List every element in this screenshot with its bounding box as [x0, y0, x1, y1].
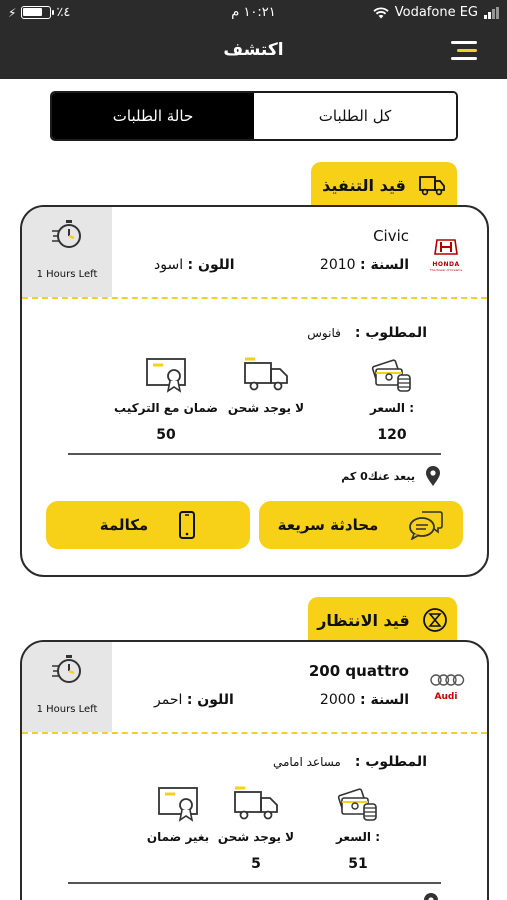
car-year: السنة : 2000: [319, 692, 409, 708]
truck-icon: [418, 173, 446, 197]
status-right: [373, 5, 499, 20]
menu-icon[interactable]: [451, 40, 477, 62]
status-bar: [0, 5, 507, 25]
certificate-icon: [141, 355, 191, 395]
carrier-name: Vodafone EG: [394, 5, 478, 20]
stopwatch-icon: [50, 652, 84, 686]
location-pin-icon: [423, 892, 439, 900]
wifi-icon: [373, 7, 389, 19]
status-tag-waiting: [308, 597, 457, 643]
distance-info: [341, 465, 441, 487]
order-card[interactable]: [20, 640, 489, 900]
divider: [68, 453, 441, 455]
order-card-header: [22, 642, 487, 734]
order-card-header: [22, 207, 487, 299]
status-label: قيد الانتظار: [317, 610, 410, 630]
shipping-feature: لا يوجد شحن: [201, 355, 331, 415]
time-left-text: 1 Hours Left: [36, 269, 98, 280]
hourglass-icon: [422, 607, 448, 633]
tab-all-orders[interactable]: كل الطلبات: [254, 93, 456, 139]
money-icon: [336, 784, 380, 824]
signal-icon: [484, 7, 499, 19]
time-left-box: [22, 642, 112, 732]
divider: [68, 882, 441, 884]
page-title: اكتشف: [223, 40, 284, 60]
order-card[interactable]: [20, 205, 489, 577]
top-bar: [0, 0, 507, 79]
required-part: المطلوب :مساعد امامي: [272, 754, 427, 770]
car-model: Civic: [373, 227, 409, 245]
warranty-feature: ضمان مع التركيب 50: [101, 355, 231, 443]
delivery-truck-icon: [241, 355, 291, 395]
status-label: قيد التنفيذ: [322, 175, 406, 195]
price-feature: السعر : 120: [327, 355, 457, 443]
call-label: مكالمة: [99, 516, 149, 534]
car-color: اللون : اسود: [154, 257, 235, 273]
time-left-box: [22, 207, 112, 297]
distance-text: يبعد عنك0 كم: [341, 469, 415, 483]
charging-icon: ⚡: [8, 5, 17, 20]
quick-chat-label: محادثة سريعة: [277, 516, 379, 534]
chat-bubbles-icon: [408, 510, 444, 540]
audi-logo: Audi: [429, 672, 463, 702]
price-feature: السعر : 51: [293, 784, 423, 872]
order-tabs: [50, 91, 458, 141]
call-button[interactable]: [46, 501, 250, 549]
location-pin-icon: [425, 465, 441, 487]
required-part: المطلوب :فانوس: [307, 325, 427, 341]
battery-percent: ٪٤: [56, 5, 71, 20]
honda-logo: HONDA The Power of Dreams: [429, 237, 463, 267]
time-left-text: 1 Hours Left: [36, 704, 98, 715]
car-color: اللون : احمر: [154, 692, 234, 708]
tab-order-status[interactable]: حالة الطلبات: [52, 93, 254, 139]
car-year: السنة : 2010: [319, 257, 409, 273]
quick-chat-button[interactable]: [259, 501, 463, 549]
stopwatch-icon: [50, 217, 84, 251]
warranty-feature: بغير ضمان: [113, 784, 243, 844]
shipping-feature: لا يوجد شحن 5: [191, 784, 321, 872]
phone-icon: [178, 511, 196, 539]
certificate-icon: [153, 784, 203, 824]
status-tag-in-progress: [311, 162, 457, 208]
car-model: 200 quattro: [308, 662, 409, 680]
money-icon: [370, 355, 414, 395]
status-time: ١٠:٢١ م: [231, 5, 276, 20]
